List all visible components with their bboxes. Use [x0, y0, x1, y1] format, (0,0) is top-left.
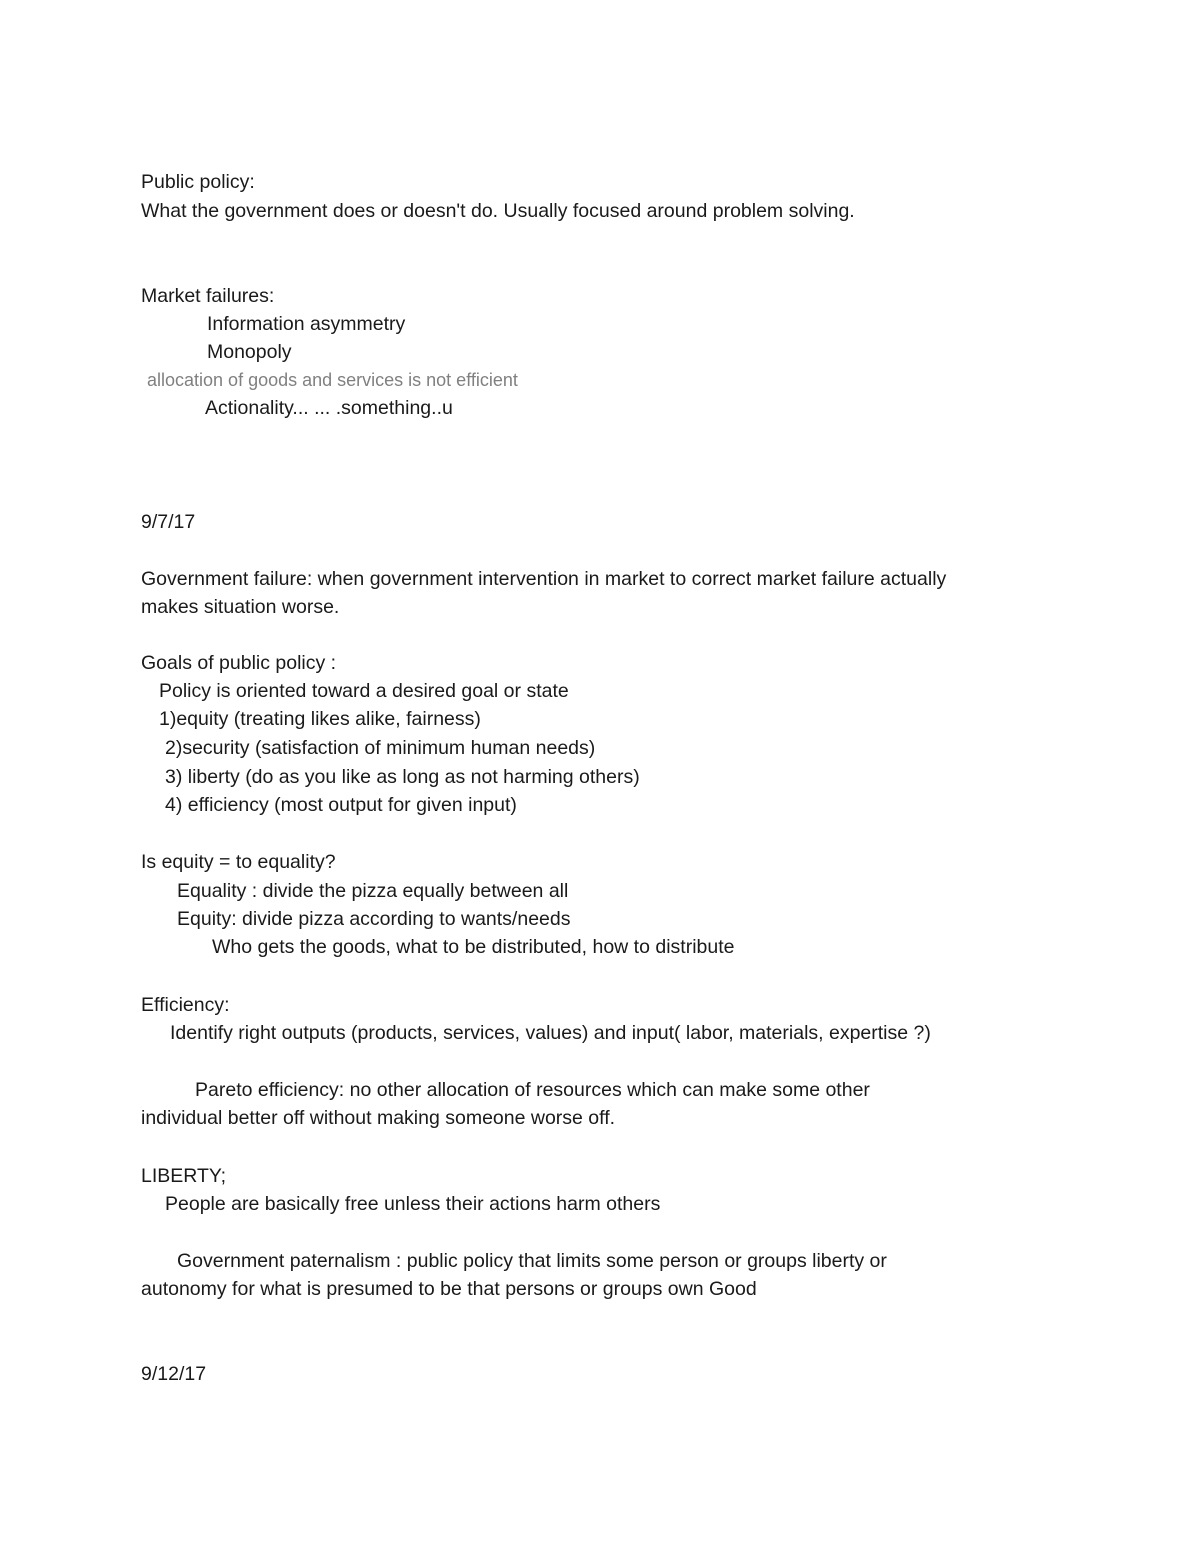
equity-definition: Equity: divide pizza according to wants/needs [177, 908, 571, 930]
market-failures-heading: Market failures: [141, 285, 275, 307]
gov-failure-line: Government failure: when government intervention in market to correct market failure actually [141, 568, 947, 590]
public-policy-heading: Public policy: [141, 171, 255, 193]
efficiency-definition: Identify right outputs (products, services, values) and input( labor, materials, expertise ?) [170, 1022, 931, 1044]
liberty-heading: LIBERTY; [141, 1165, 227, 1187]
date-heading: 9/12/17 [141, 1363, 207, 1385]
market-failure-item: Actionality... ... .something..u [205, 397, 453, 419]
equity-heading: Is equity = to equality? [141, 851, 336, 873]
liberty-definition: People are basically free unless their actions harm others [165, 1193, 661, 1215]
paternalism-line: Government paternalism : public policy that limits some person or groups liberty or [177, 1250, 887, 1272]
goals-heading: Goals of public policy : [141, 652, 337, 674]
public-policy-definition: What the government does or doesn't do. Usually focused around problem solving. [141, 200, 855, 222]
efficiency-heading: Efficiency: [141, 994, 230, 1016]
goal-item: 1)equity (treating likes alike, fairness) [159, 708, 481, 730]
pareto-line: individual better off without making someone worse off. [141, 1107, 616, 1129]
date-heading: 9/7/17 [141, 511, 196, 533]
market-failure-item: Monopoly [207, 341, 292, 363]
goal-item: 4) efficiency (most output for given input) [165, 794, 517, 816]
paternalism-line: autonomy for what is presumed to be that persons or groups own Good [141, 1278, 757, 1300]
equality-definition: Equality : divide the pizza equally between all [177, 880, 569, 902]
pareto-line: Pareto efficiency: no other allocation of resources which can make some other [195, 1079, 870, 1101]
gov-failure-line: makes situation worse. [141, 596, 340, 618]
distribution-questions: Who gets the goods, what to be distributed, how to distribute [212, 936, 735, 958]
goal-item: 2)security (satisfaction of minimum human needs) [165, 737, 596, 759]
market-failure-item: Information asymmetry [207, 313, 406, 335]
goals-intro: Policy is oriented toward a desired goal or state [159, 680, 569, 702]
market-failure-note: allocation of goods and services is not efficient [147, 370, 518, 390]
goal-item: 3) liberty (do as you like as long as not harming others) [165, 766, 640, 788]
